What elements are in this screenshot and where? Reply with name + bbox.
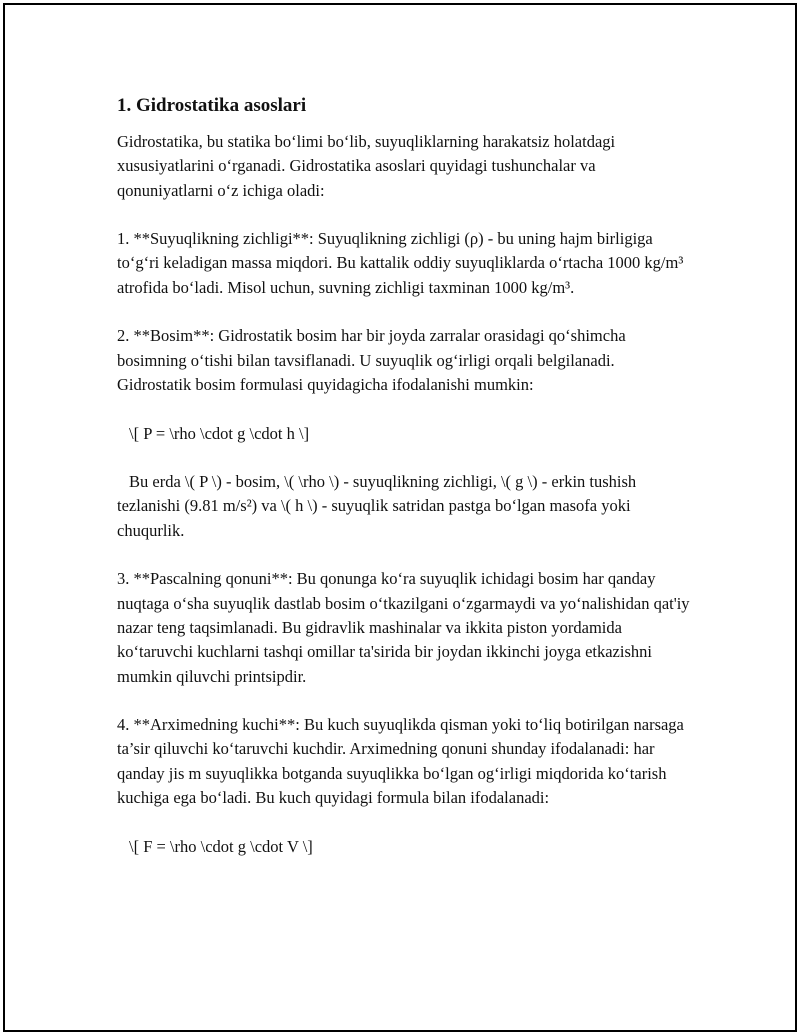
item-archimedes-force: 4. **Arximedning kuchi**: Bu kuch suyuqlikda qisman yoki to‘liq botirilgan narsaga ta’sir qiluvchi ko‘taruvchi kuchdir. Arximedning qonuni shunday ifodalanadi: har qanday jis m suyuqlikka botganda suyuqlikka bo‘lgan og‘irligi miqdorida ko‘tarish kuchiga ega bo‘ladi. Bu kuch quyidagi formula bilan ifodalanadi: bbox=[117, 715, 689, 808]
paragraph-spacer bbox=[117, 810, 692, 834]
buoyancy-formula: \[ F = \rho \cdot g \cdot V \] bbox=[129, 836, 313, 856]
paragraph-spacer bbox=[117, 446, 692, 470]
pressure-formula: \[ P = \rho \cdot g \cdot h \] bbox=[129, 423, 310, 443]
item-pressure: 2. **Bosim**: Gidrostatik bosim har bir joyda zarralar orasidagi qo‘shimcha bosimning o‘tishi bilan tavsiflanadi. U suyuqlik og‘irligi orqali belgilanadi. Gidrostatik bosim formulasi quyidagicha ifodalanishi mumkin: bbox=[117, 326, 630, 394]
pressure-explanation: Bu erda \( P \) - bosim, \( \rho \) - suyuqlikning zichligi, \( g \) - erkin tushish tezlanishi (9.81 m/s²) va \( h \) - suyuqlik satridan pastga bo‘lgan masofa yoki chuqurlik. bbox=[117, 472, 637, 540]
intro-paragraph: Gidrostatika, bu statika bo‘limi bo‘lib, suyuqliklarning harakatsiz holatdagi xususiyatlarini o‘rganadi. Gidrostatika asoslari quyidagi tushunchalar va qonuniyatlarni o‘z ichiga oladi: bbox=[117, 132, 620, 200]
paragraph-spacer bbox=[117, 203, 692, 227]
section-heading: 1. Gidrostatika asoslari bbox=[117, 95, 307, 116]
paragraph-spacer bbox=[117, 543, 692, 567]
paragraph-spacer bbox=[117, 397, 692, 421]
document-body bbox=[117, 92, 692, 859]
item-density: 1. **Suyuqlikning zichligi**: Suyuqlikning zichligi (ρ) - bu uning hajm birligiga to‘g‘ri keladigan massa miqdori. Bu kattalik oddiy suyuqliklarda o‘rtacha 1000 kg/m³ atrofida bo‘ladi. Misol uchun, suvning zichligi taxminan 1000 kg/m³. bbox=[117, 229, 688, 297]
item-pascal-law: 3. **Pascalning qonuni**: Bu qonunga ko‘ra suyuqlik ichidagi bosim har qanday nuqtaga o‘sha suyuqlik dastlab bosim o‘tkazilgani o‘zgarmaydi va yo‘nalishidan qat'iy nazar teng taqsimlanadi. Bu gidravlik mashinalar va ikkita piston yordamida ko‘taruvchi kuchlarni tashqi omillar ta'sirida bir joydan ikkinchi joyga etkazishni mumkin qiluvchi printsipdir. bbox=[117, 569, 694, 686]
paragraph-spacer bbox=[117, 300, 692, 324]
paragraph-spacer bbox=[117, 689, 692, 713]
